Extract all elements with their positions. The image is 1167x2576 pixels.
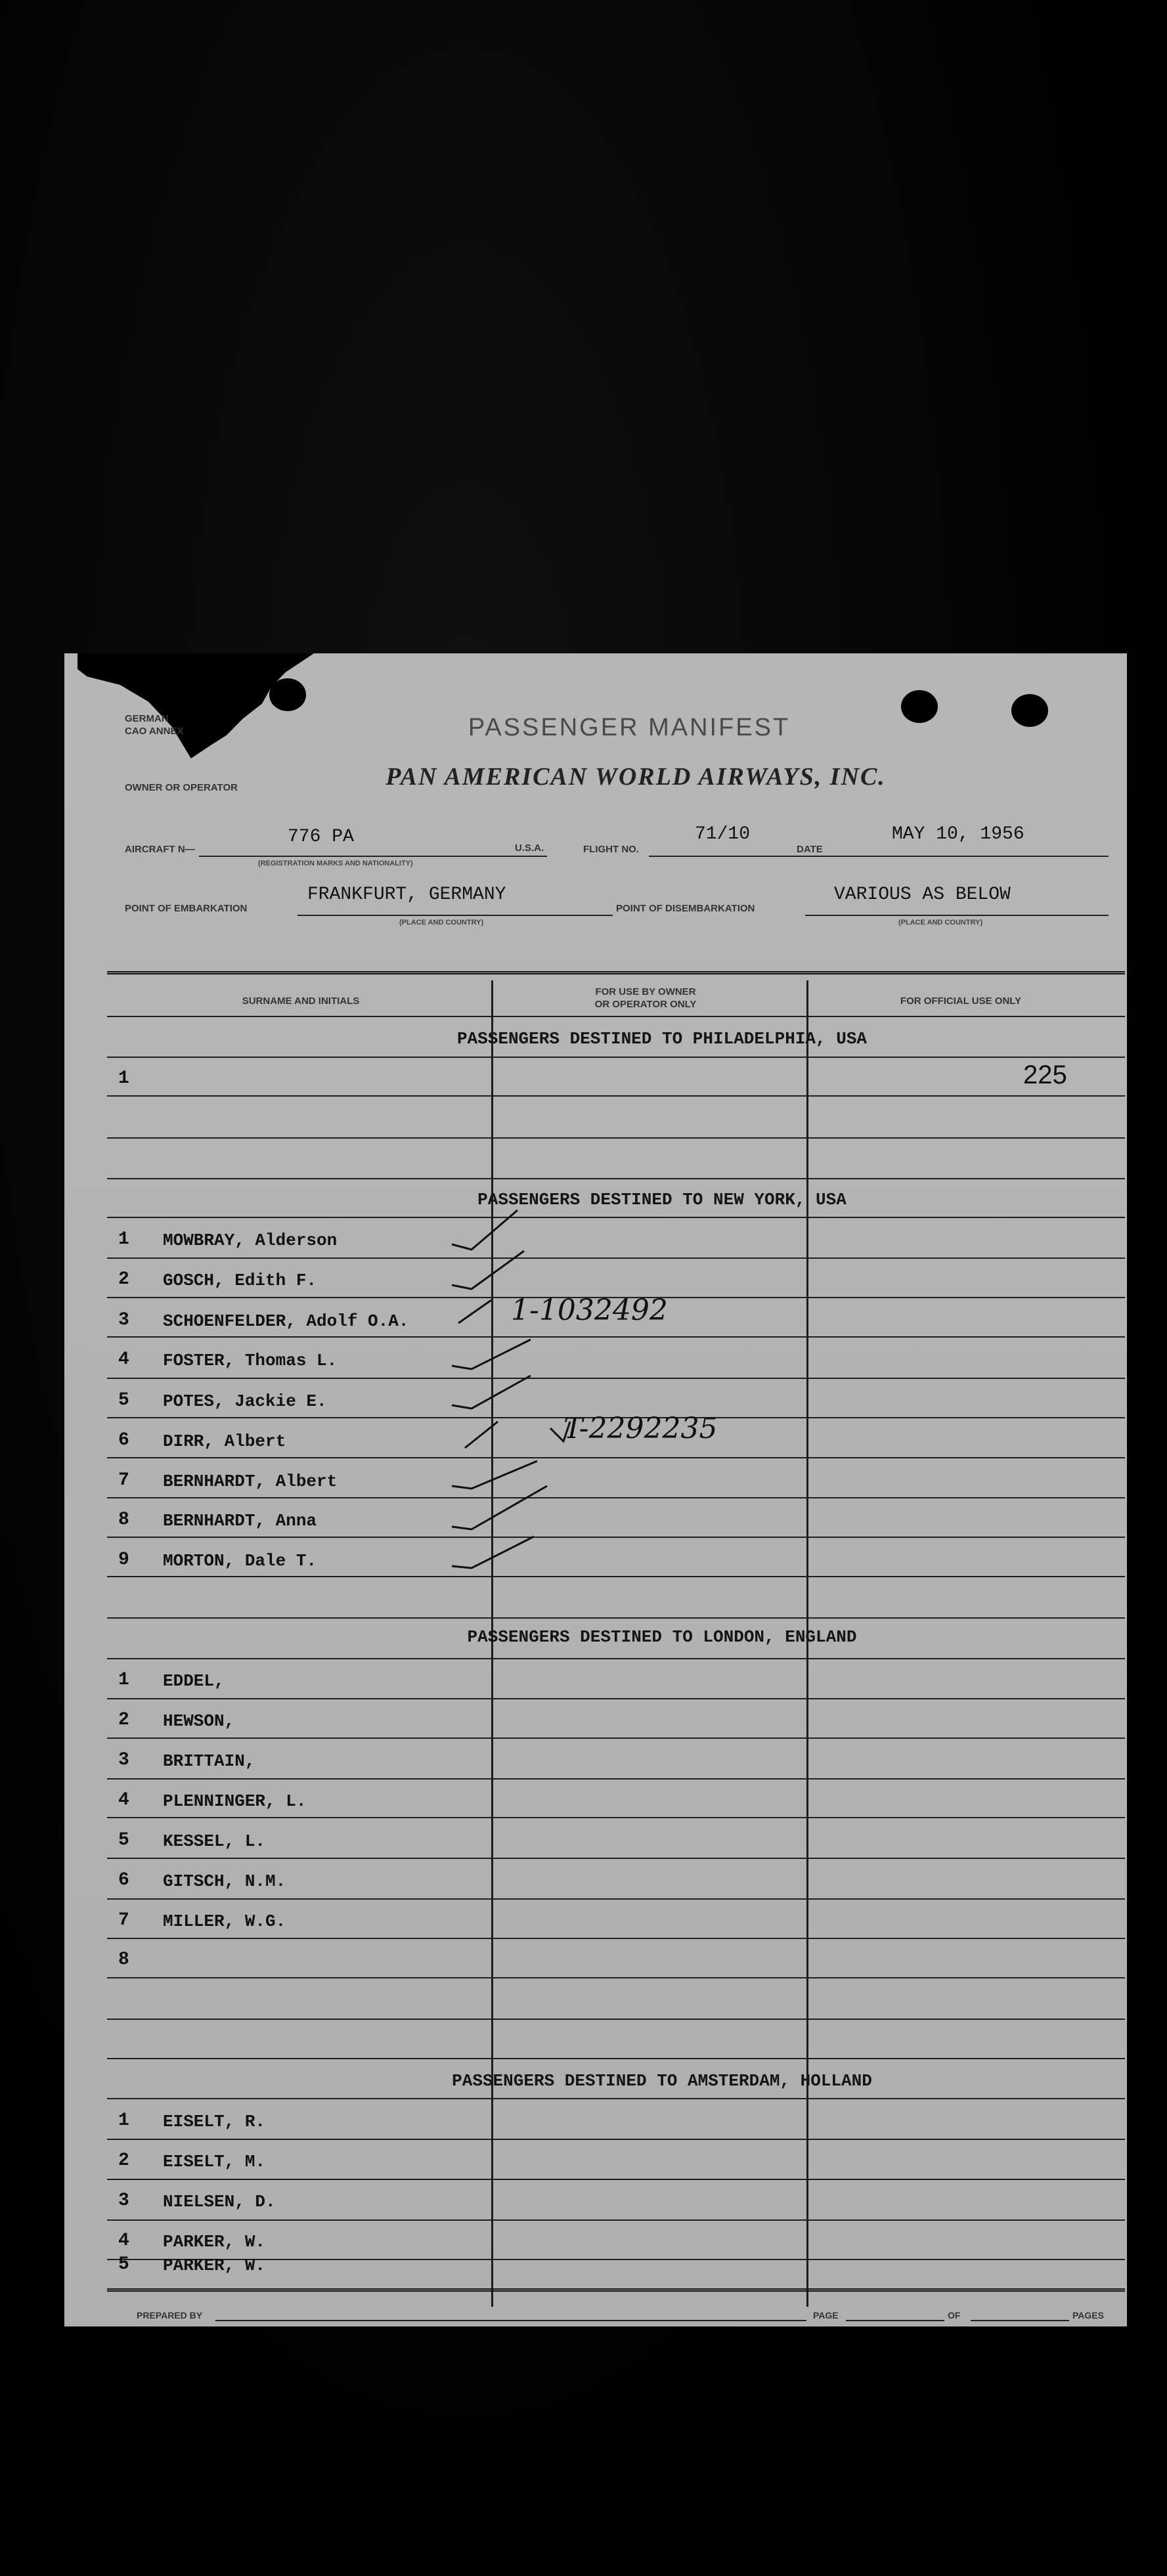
passenger-name: EDDEL, [163, 1671, 225, 1691]
row-number: 2 [118, 1269, 129, 1290]
passenger-name: MOWBRAY, Alderson [163, 1231, 338, 1250]
disembarkation-note: (PLACE AND COUNTRY) [898, 919, 983, 927]
section-heading: PASSENGERS DESTINED TO LONDON, ENGLAND [467, 1627, 857, 1647]
passenger-name: BERNHARDT, Anna [163, 1511, 317, 1531]
row-number: 5 [118, 2254, 129, 2275]
column-header-owner-line: FOR USE BY OWNER [595, 986, 696, 997]
row-number: 2 [118, 2150, 129, 2171]
passenger-name: EISELT, R. [163, 2112, 266, 2131]
date-label: DATE [797, 844, 823, 855]
passenger-name: GITSCH, N.M. [163, 1871, 286, 1891]
page-label: PAGE [813, 2310, 839, 2321]
embarkation-value: FRANKFURT, GERMANY [307, 884, 506, 905]
row-number: 1 [118, 1068, 129, 1089]
passenger-name: MORTON, Dale T. [163, 1551, 317, 1571]
manifest-sheet [64, 653, 1127, 2326]
row-number: 2 [118, 1710, 129, 1730]
disembarkation-value: VARIOUS AS BELOW [834, 884, 1011, 905]
passenger-name: BERNHARDT, Albert [163, 1472, 338, 1491]
passenger-name: GOSCH, Edith F. [163, 1271, 317, 1290]
document-title: PASSENGER MANIFEST [468, 714, 791, 741]
check-mark [452, 1537, 534, 1568]
check-mark [452, 1210, 517, 1250]
passenger-name: FOSTER, Thomas L. [163, 1351, 338, 1370]
check-mark [452, 1461, 537, 1489]
of-underline [971, 2320, 1069, 2321]
passenger-name: BRITTAIN, [163, 1751, 255, 1771]
row-number: 6 [118, 1430, 129, 1451]
passenger-name: HEWSON, [163, 1711, 235, 1731]
row-number: 1 [118, 1229, 129, 1250]
section-heading: PASSENGERS DESTINED TO AMSTERDAM, HOLLAND [452, 2071, 872, 2091]
row-number: 3 [118, 2191, 129, 2211]
date-value: MAY 10, 1956 [892, 824, 1024, 844]
passenger-name: PLENNINGER, L. [163, 1791, 307, 1811]
column-header-surname: SURNAME AND INITIALS [242, 995, 360, 1007]
stamp-line: CAO ANNEX [125, 726, 184, 737]
section-heading: PASSENGERS DESTINED TO NEW YORK, USA [477, 1190, 847, 1210]
row-number: 7 [118, 1470, 129, 1491]
passenger-name: EISELT, M. [163, 2152, 266, 2172]
of-label: OF [948, 2310, 961, 2321]
column-header-owner-line: OR OPERATOR ONLY [594, 999, 697, 1010]
row-number: 1 [118, 2110, 129, 2131]
row-number: 5 [118, 1830, 129, 1850]
column-header-official: FOR OFFICIAL USE ONLY [900, 995, 1022, 1007]
official-use-number: 225 [1023, 1060, 1067, 1089]
row-number: 4 [118, 1790, 129, 1810]
section-heading: PASSENGERS DESTINED TO PHILADELPHIA, USA [456, 1029, 868, 1049]
check-mark [452, 1486, 547, 1529]
passenger-name: MILLER, W.G. [163, 1911, 286, 1931]
row-number: 8 [118, 1950, 129, 1970]
row-number: 8 [118, 1510, 129, 1530]
check-mark [452, 1340, 531, 1369]
row-number: 7 [118, 1910, 129, 1931]
row-number: 9 [118, 1550, 129, 1570]
aircraft-label: AIRCRAFT N— [125, 844, 195, 855]
embarkation-note: (PLACE AND COUNTRY) [399, 919, 484, 927]
passenger-name: PARKER, W. [163, 2232, 266, 2252]
flight-label: FLIGHT NO. [583, 844, 639, 855]
passenger-name: NIELSEN, D. [163, 2192, 276, 2212]
passenger-name: POTES, Jackie E. [163, 1391, 327, 1411]
check-mark [452, 1251, 524, 1289]
check-mark [452, 1376, 531, 1408]
passenger-name: SCHOENFELDER, Adolf O.A. [163, 1311, 409, 1331]
passenger-name: DIRR, Albert [163, 1431, 286, 1451]
check-mark [458, 1300, 491, 1323]
company-name: PAN AMERICAN WORLD AIRWAYS, INC. [385, 763, 886, 791]
row-number: 4 [118, 2231, 129, 2251]
row-number: 3 [118, 1750, 129, 1770]
prepared-by-underline [215, 2320, 806, 2321]
owner-label: OWNER OR OPERATOR [125, 782, 238, 793]
handwritten-note: T-2292235 [563, 1412, 718, 1445]
passenger-name: PARKER, W. [163, 2256, 266, 2275]
page-underline [846, 2320, 944, 2321]
stamp-line: GERMAN [125, 713, 169, 724]
check-mark [550, 1422, 570, 1441]
embarkation-label: POINT OF EMBARKATION [125, 903, 248, 914]
registration-note: (REGISTRATION MARKS AND NATIONALITY) [258, 860, 413, 867]
passenger-name: KESSEL, L. [163, 1831, 266, 1851]
prepared-by-label: PREPARED BY [137, 2310, 203, 2321]
disembarkation-label: POINT OF DISEMBARKATION [616, 903, 755, 914]
pages-label: PAGES [1072, 2310, 1104, 2321]
handwritten-note: 1-1032492 [511, 1294, 668, 1327]
check-mark [465, 1422, 498, 1448]
row-number: 6 [118, 1870, 129, 1890]
row-number: 4 [118, 1349, 129, 1370]
row-number: 1 [118, 1670, 129, 1690]
flight-value: 71/10 [695, 824, 751, 844]
usa-label: U.S.A. [515, 842, 544, 854]
row-number: 5 [118, 1390, 129, 1410]
aircraft-value: 776 PA [288, 827, 354, 847]
row-number: 3 [118, 1310, 129, 1330]
